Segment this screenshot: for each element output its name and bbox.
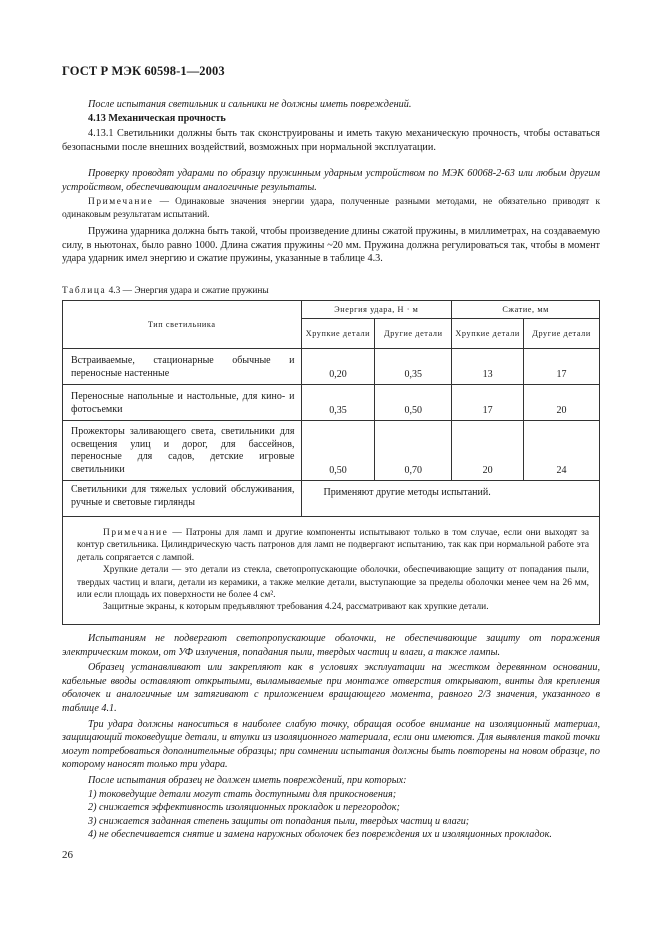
table-notes-row bbox=[63, 517, 600, 625]
note1-block bbox=[62, 196, 600, 221]
note1 bbox=[62, 196, 600, 221]
intro-line: После испытания светильник и сальники не должны иметь повреждений. bbox=[88, 99, 412, 110]
section-title bbox=[88, 112, 600, 126]
row-type: Переносные напольные и настольные, для кино- и фотосъемки bbox=[63, 385, 302, 421]
table-row bbox=[63, 349, 600, 385]
list-item: 1) токоведущие детали могут стать доступными для прикосновения; bbox=[88, 788, 397, 800]
row-energy-fragile: 0,20 bbox=[301, 349, 375, 385]
after-para-4: После испытания образец не должен иметь повреждений, при которых: bbox=[88, 774, 407, 786]
table-note-screens: Защитные экраны, к которым предъявляют требования 4.24, рассматривают как хрупкие детали. bbox=[103, 602, 489, 613]
row-compression-fragile: 17 bbox=[452, 385, 524, 421]
col-energy-header: Энергия удара, Н · м bbox=[301, 301, 452, 319]
para-check: Проверку проводят ударами по образцу пружинным ударным устройством по МЭК 60068-2-63 или любым другим устройством, обеспечивающим аналогичные результаты. bbox=[62, 168, 600, 193]
sub-compression-fragile: Хрупкие детали bbox=[452, 319, 524, 349]
page-number: 26 bbox=[62, 849, 73, 861]
para-spring: Пружина ударника должна быть такой, чтобы произведение длины сжатой пружины, в миллиметрах, на создаваемую силу, в ньютонах, было равно 1000. Длина сжатия пружины ~20 мм. Пружина должна регулироваться так, чтобы в момент удара ударник имел энергию и сжатие пружины, указанные в таблице 4.3. bbox=[62, 226, 600, 265]
row-energy-other: 0,35 bbox=[375, 349, 452, 385]
table-caption-text: 4.3 — Энергия удара и сжатие пружины bbox=[106, 286, 269, 296]
section-title-text: 4.13 Механическая прочность bbox=[88, 113, 226, 124]
row-type: Прожекторы заливающего света, светильники для освещения улиц и дорог, для бассейнов, переносные для садов, детские игровые светильники bbox=[63, 421, 302, 481]
row-compression-fragile: 13 bbox=[452, 349, 524, 385]
col-compression-header: Сжатие, мм bbox=[452, 301, 600, 319]
row-type: Светильники для тяжелых условий обслуживания, ручные и световые гирлянды bbox=[63, 481, 302, 517]
sub-energy-other: Другие детали bbox=[375, 319, 452, 349]
row-type: Встраиваемые, стационарные обычные и переносные настенные bbox=[63, 349, 302, 385]
table-note-text: — Патроны для ламп и другие компоненты испытывают только в том случае, если они выходят за контур светильника. Цилиндрическую часть патронов для ламп не подвергают испытанию, так как при нормальной работе эта деталь сопрягается с лампой. bbox=[77, 528, 589, 563]
document-header: ГОСТ Р МЭК 60598-1—2003 bbox=[62, 64, 225, 78]
table-note-fragile: Хрупкие детали — это детали из стекла, светопропускающие оболочки, обеспечивающие защиту от попадания пыли, твердых частиц и влаги, детали из керамики, а также мелкие детали, выступающие за пределы оболочки менее чем на 26 мм, или если площадь их поверхности не более 4 см². bbox=[77, 565, 589, 601]
para-4131: 4.13.1 Светильники должны быть так сконструированы и иметь такую механическую прочность, чтобы оставаться безопасными после внешних воздействий, возможных при нормальной эксплуатации. bbox=[62, 128, 600, 153]
row-energy-fragile: 0,35 bbox=[301, 385, 375, 421]
row-compression-other: 17 bbox=[524, 349, 600, 385]
row-energy-other: 0,70 bbox=[375, 421, 452, 481]
sub-compression-other: Другие детали bbox=[524, 319, 600, 349]
row-compression-other: 24 bbox=[524, 421, 600, 481]
sub-energy-fragile: Хрупкие детали bbox=[301, 319, 375, 349]
table-note-main bbox=[77, 527, 589, 564]
list-item: 4) не обеспечивается снятие и замена наружных оболочек без повреждения их и изоляционных прокладок. bbox=[88, 829, 552, 841]
row-compression-other: 20 bbox=[524, 385, 600, 421]
note1-text: — Одинаковые значения энергии удара, полученные разными методами, не обязательно приводят к одинаковым результатам испытаний. bbox=[62, 197, 600, 220]
row-energy-fragile: 0,50 bbox=[301, 421, 375, 481]
energy-table bbox=[62, 300, 600, 625]
intro-section bbox=[88, 98, 600, 112]
row-compression-fragile: 20 bbox=[452, 421, 524, 481]
list-item: 3) снижается заданная степень защиты от попадания пыли, твердых частиц и влаги; bbox=[88, 815, 470, 827]
table-row bbox=[63, 421, 600, 481]
table-row bbox=[63, 385, 600, 421]
row-other-methods: Применяют другие методы испытаний. bbox=[301, 481, 600, 517]
list-item: 2) снижается эффективность изоляционных прокладок и перегородок; bbox=[88, 802, 400, 814]
table-note-label: Примечание bbox=[103, 528, 169, 538]
para-check-block bbox=[62, 167, 600, 194]
para-4131-block bbox=[62, 127, 600, 154]
table-row bbox=[63, 481, 600, 517]
table-caption-label: Таблица bbox=[62, 286, 107, 296]
table-caption bbox=[62, 286, 269, 296]
para-spring-block bbox=[62, 225, 600, 266]
after-para-2: Образец устанавливают или закрепляют как в условиях эксплуатации на жестком деревянном основании, кабельные вводы оставляют открытыми, выламываемые при монтаже отверстия открывают, винты для крепления оболочек и аналогичные им затягивают с приложением вращающего момента, равного 2/3 значения, указанного в таблице 4.1. bbox=[62, 662, 600, 714]
col-type-header: Тип светильника bbox=[63, 301, 302, 349]
row-energy-other: 0,50 bbox=[375, 385, 452, 421]
table-notes bbox=[63, 517, 600, 625]
note1-label: Примечание bbox=[88, 197, 154, 207]
after-table-section bbox=[62, 632, 600, 842]
after-para-3: Три удара должны наноситься в наиболее слабую точку, обращая особое внимание на изоляционный материал, защищающий токоведущие детали, и втулки из изоляционного материала, если они имеются. Для выявления такой точки могут потребоваться дополнительные образцы; при сомнении испытания должны быть повторены на новом образце, по которому наносят только три удара. bbox=[62, 718, 600, 771]
after-para-1: Испытаниям не подвергают светопропускающие оболочки, не обеспечивающие защиту от поражения электрическим током, от УФ излучения, попадания пыли, твердых частиц и влаги, а также лампы. bbox=[62, 633, 600, 658]
